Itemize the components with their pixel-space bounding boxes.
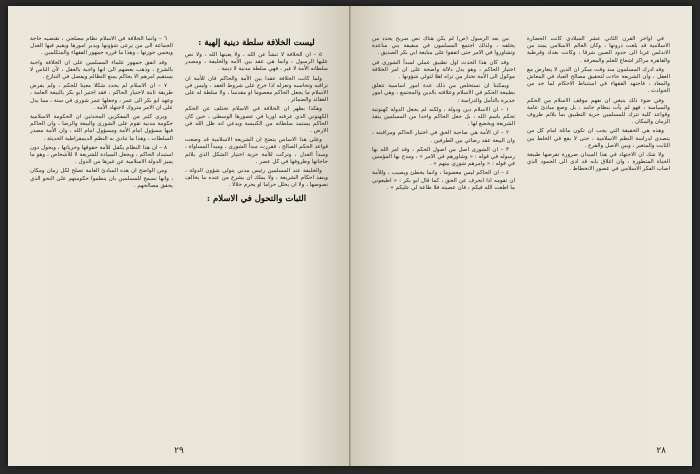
paragraph: وهذه هي الحقيقة التي يجب ان تكون ماثلة امام كل من يتصدى لدراسة النظم الاسلامية ، حتى لا يقع في الخلط بين الثابت والمتغير ، وبين الاصل والفرع . — [527, 128, 670, 149]
paragraph: وقد ادرك المسلمون منذ وقت مبكر ان الدين لا يتعارض مع العقل ، وان الشريعة جاءت لتحقيق مصالح العباد في المعاش والمعاد ، فاجتهد الفقهاء في استنباط الاحكام لما جد من الحوادث . — [527, 66, 670, 95]
paragraph: ولما كانت الخلافة عقدا بين الأمة والحاكم فان للأمة ان تراقبه وتحاسبه وتعزله اذا خرج على شروط العقد ، وليس في الاسلام ما يجعل الحاكم معصوما او مقدسا ، ولا سلطة له على العقائد والضمائر . — [185, 75, 328, 104]
paragraph: وعلى هذا الاساس يتضح ان الشريعة الاسلامية قد وضعت قواعد الحكم الصالح ، فقررت مبدأ الشورى ، ومبدأ المساواة ، ومبدأ العدل ، وتركت للأمة حرية اختيار الشكل الذي يلائم حاجاتها وظروفها في كل عصر . — [185, 137, 328, 165]
page-number: ٢٨ — [656, 446, 666, 456]
left-page-left-column — [30, 36, 173, 438]
section-heading: ليست الخلافة سلطة دينية إلهية : — [198, 38, 315, 48]
paragraph: ولا شك ان الاجتهاد في هذا الميدان ضرورة تفرضها طبيعة الحياة المتطورة ، وان اغلاق بابه قد ادى الى الجمود الذي اصاب الفكر الاسلامي في عصور الانحطاط . — [527, 152, 670, 173]
left-page — [8, 6, 350, 466]
right-page-left-column — [372, 36, 515, 438]
paragraph: ٣ – ان الشورى اصل من اصول الحكم ، وقد امر الله بها رسوله في قوله : « وشاورهم في الامر » ، ومدح بها المؤمنين في قوله : « وامرهم شورى بينهم » . — [372, 146, 515, 168]
paragraph: وفي ضوء ذلك ينبغي ان نفهم موقف الاسلام من الحكم والسياسة ، فهو لم يأت بنظام جامد ، بل وضع مبادئ عامة وقواعد كلية تترك للمسلمين حرية التطبيق بما يلائم ظروف الزمان والمكان . — [527, 97, 670, 126]
paragraph: ومن الواضح ان هذه المبادئ العامة تصلح لكل زمان ومكان ، وانها تسمح للمسلمين بان ينظموا حكومتهم على النحو الذي يحقق مصالحهم . — [30, 168, 173, 189]
paragraph: وقد اتفق جمهور علماء المسلمين على ان الخلافة واجبة بالشرع ، وذهب بعضهم الى انها واجبة بالعقل ، لأن الناس لا يستقيم امرهم الا بحاكم يمنع التظالم ويفصل في التنازع . — [30, 59, 173, 81]
left-page-right-column — [185, 36, 328, 438]
paragraph: من بعد الرسول (ص) لم يكن هناك نص صريح يحدد من يخلفه ، ولذلك اجتمع المسلمون في سقيفة بني ساعدة وتشاوروا في الامر حتى اتفقوا على مبايعة ابي بكر الصديق . — [372, 36, 515, 57]
paragraph: والخليفة عند المسلمين رئيس مدني يتولى شؤون الدولة ، وينفذ احكام الشريعة ، ولا يملك ان يشرع من عنده ما يخالف نصوصها ، ولا ان يحلل حراما او يحرم حلالا . — [185, 168, 328, 189]
paragraph: ٧ – ان الاسلام لم يحدد شكلا معينا للحكم ، ولم يفرض طريقة ثابتة لاختيار الحاكم ، فقد اختير ابو بكر بالبيعة العامة ، وعهد ابو بكر الى عمر ، وجعلها عمر شورى في ستة ، مما يدل على ان الامر متروك لاجتهاد الأمة . — [30, 83, 173, 111]
paragraph: ٥ – ان الخلافة لا تنشأ عن الله ، ولا يعينها الله ، ولا نص عليها الرسول ، وانما هي عقد بين الأمة والخليفة ، ومصدر سلطانه الأمة لا غير ، فهي سلطة مدنية لا دينية . — [185, 52, 328, 73]
page-number: ٢٩ — [174, 446, 184, 456]
paragraph: ويرى كثير من المفكرين المحدثين ان الحكومة الاسلامية حكومة مدنية تقوم على الشورى والبيعة والرضا ، وان الحاكم فيها مسؤول امام الأمة ومسؤول امام الله ، وان الأمة مصدر السلطات ، وهذا ما تنادي به النظم الديمقراطية الحديثة . — [30, 114, 173, 142]
left-page-columns — [30, 36, 328, 438]
paragraph: ويمكننا ان نستخلص من ذلك عدة امور اساسية تتعلق بطبيعة الحكم في الاسلام وعلاقته بالدين والمجتمع ، وهي امور جديرة بالتأمل والدراسة : — [372, 83, 515, 104]
paragraph: ٨ – ان هذا النظام يكفل للأمة حقوقها وحرياتها ، ويحول دون استبداد الحاكم ، ويجعل السيادة للشريعة لا للأشخاص ، وهو ما يميز الدولة الاسلامية عن غيرها من الدول . — [30, 144, 173, 166]
paragraph: ١ – ان الاسلام دين ودولة ، ولكنه لم يجعل الدولة كهنوتية تحكم باسم الله ، بل جعل الحاكم واحدا من المسلمين ينفذ الشريعة ويخضع لها . — [372, 106, 515, 128]
paragraph: في اواخر القرن الثاني عشر الميلادي كانت الحضارة الاسلامية قد بلغت ذروتها ، وكان العالم الاسلامي يمتد من الاندلس غربا الى حدود الصين شرقا ، وكانت بغداد وقرطبة والقاهرة مراكز اشعاع للعلم والمعرفة . — [527, 36, 670, 64]
paragraph: وهكذا يظهر ان الخلافة في الاسلام تختلف عن الحكم الكهنوتي الذي عرفته اوربا في عصورها الوسطى ، حين كان الحاكم يستمد سلطانه من الكنيسة ويدعي انه ظل الله في الارض . — [185, 106, 328, 135]
right-page — [350, 6, 692, 466]
right-page-columns — [372, 36, 670, 438]
bottom-section-heading: الثبات والتحول في الاسلام : — [206, 193, 307, 204]
paragraph: ٦ – وانما الخلافة في الاسلام نظام مصلحي ، تقتضيه حاجة الجماعة الى من يرعى شؤونها ويدبر امورها ويقيم فيها العدل ويحمي حوزتها ، وهذا ما قرره جمهور الفقهاء والمتكلمين . — [30, 36, 173, 57]
book-gutter — [349, 6, 351, 466]
right-page-right-column — [527, 36, 670, 438]
paragraph: وقد كان هذا الحدث اول تطبيق عملي لمبدأ الشورى في اختيار الحاكم ، وهو يدل دلالة واضحة على ان امر الخلافة موكول الى الأمة تختار من تراه اهلا لتولي شؤونها . — [372, 59, 515, 81]
paragraph: ٤ – ان الحاكم ليس معصوما ، وانما يخطئ ويصيب ، وللأمة ان تقومه اذا انحرف عن الحق ، كما قال ابو بكر : « اطيعوني ما اطعت الله فيكم ، فان عصيته فلا طاعة لي عليكم » . — [372, 170, 515, 191]
paragraph: ٢ – ان الأمة هي صاحبة الحق في اختيار الحاكم ومراقبته ، وان البيعة عقد رضائي بين الطرفين . — [372, 130, 515, 144]
